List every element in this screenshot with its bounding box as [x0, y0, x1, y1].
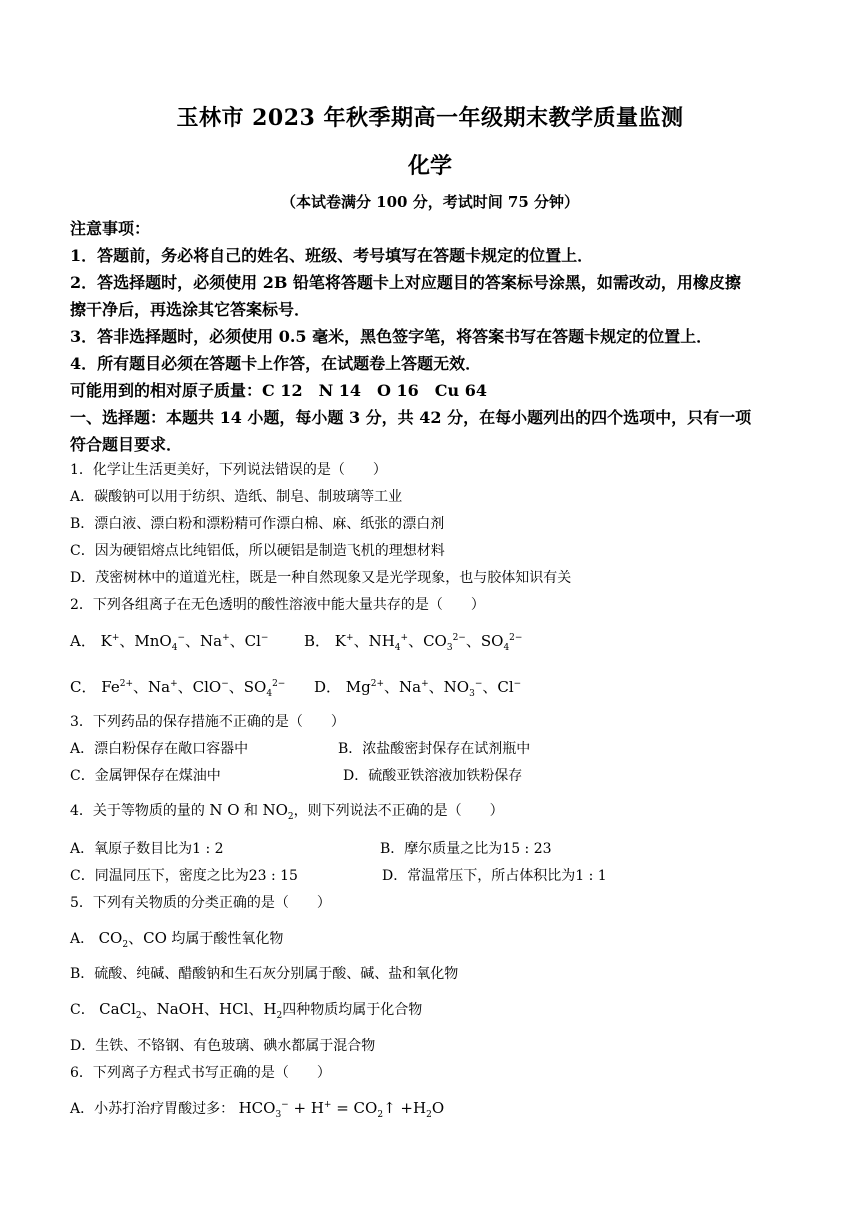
notice-item-1: 1．答题前，务必将自己的姓名、班级、考号填写在答题卡规定的位置上． [70, 246, 594, 265]
exam-info: （本试卷满分 100 分，考试时间 75 分钟） [280, 193, 580, 211]
q4-stem-mid: 和 [244, 803, 259, 819]
q4-option-d: D．常温常压下，所占体积比为1 : 1 [382, 868, 607, 884]
q2-option-d-label: D． [314, 678, 342, 696]
q4-stem [70, 800, 504, 820]
notice-item-2-cont: 擦干净后，再选涂其它答案标号． [70, 300, 311, 319]
q3-option-b: B．浓盐酸密封保存在试剂瓶中 [338, 741, 531, 757]
q2-option-a-label: A． [70, 632, 96, 650]
q1-option-c: C．因为硬铝熔点比纯铝低，所以硬铝是制造飞机的理想材料 [70, 543, 445, 559]
q1-option-d: D．茂密树林中的道道光柱，既是一种自然现象又是光学现象，也与胶体知识有关 [70, 570, 572, 586]
q4-stem-pre: 4．关于等物质的量的 [70, 803, 205, 819]
q1-option-b: B．漂白液、漂白粉和漂粉精可作漂白棉、麻、纸张的漂白剂 [70, 516, 445, 532]
q3-option-a: A．漂白粉保存在敞口容器中 [70, 741, 249, 757]
q5-c-formulas: CaCl$_2$、NaOH、HCl、$H_2$ [99, 1000, 283, 1021]
section1-heading: 一、选择题：本题共 14 小题，每小题 3 分，共 42 分，在每小题列出的四个选项中，只有一项 [70, 408, 752, 427]
q2-option-c-label: C． [70, 678, 97, 696]
q5-option-d: D．生铁、不铬钢、有色玻璃、碘水都属于混合物 [70, 1038, 376, 1054]
q5-stem: 5．下列有关物质的分类正确的是（ ） [70, 895, 331, 911]
q2-option-d: D． $Mg^{2+}$、Na+、$NO_3^-$、Cl− [314, 678, 522, 699]
q2-option-a: A． K+、MnO$_4$−、Na+、Cl− [70, 632, 269, 653]
atomic-mass-line: 可能用到的相对原子质量：C 12 N 14 O 16 Cu 64 [70, 381, 488, 400]
section1-heading-cont: 符合题目要求． [70, 435, 183, 454]
q2-option-b: B． K+、$NH_4^+$、$CO_3^{2-}$、$SO_4^{2-}$ [304, 632, 523, 653]
q4-option-b: B．摩尔质量之比为15 : 23 [380, 841, 552, 857]
q2-stem: 2．下列各组离子在无色透明的酸性溶液中能大量共存的是（ ） [70, 597, 485, 613]
q3-stem: 3．下列药品的保存措施不正确的是（ ） [70, 714, 345, 730]
notice-item-3: 3．答非选择题时，必须使用 0.5 毫米，黑色签字笔，将答案书写在答题卡规定的位置上． [70, 327, 713, 346]
q2-option-b-label: B． [304, 632, 331, 650]
q2-option-c: C． $Fe^{2+}$、Na+、ClO−、$SO_4^{2-}$ [70, 678, 286, 699]
notice-item-4: 4．所有题目必须在答题卡上作答，在试题卷上答题无效． [70, 354, 482, 373]
q4-no: N O [209, 801, 240, 819]
q1-option-a: A．碳酸钠可以用于纺织、造纸、制皂、制玻璃等工业 [70, 489, 403, 505]
q5-a-formulas: $CO_2$、CO [98, 929, 167, 950]
subject-title: 化学 [407, 153, 452, 179]
q3-option-c: C．金属钾保存在煤油中 [70, 768, 221, 784]
q1-stem: 1．化学让生活更美好，下列说法错误的是（ ） [70, 462, 387, 478]
q6-a-equation: $HCO_3^- + H^+$ = $CO_2↑ +H_2O$ [238, 1099, 445, 1120]
notice-item-2: 2．答选择题时，必须使用 2B 铅笔将答题卡上对应题目的答案标号涂黑，如需改动，用橡皮擦 [70, 273, 741, 292]
q4-stem-post: ，则下列说法不正确的是（ ） [293, 803, 504, 819]
q5-option-b: B．硫酸、纯碱、醋酸钠和生石灰分别属于酸、碱、盐和氧化物 [70, 966, 459, 982]
q6-stem: 6．下列离子方程式书写正确的是（ ） [70, 1065, 331, 1081]
q3-option-d: D．硫酸亚铁溶液加铁粉保存 [343, 768, 523, 784]
q5-option-c: C． CaCl$_2$、NaOH、HCl、$H_2$四种物质均属于化合物 [70, 1000, 423, 1021]
page-title: 玉林市 2023 年秋季期高一年级期末教学质量监测 [176, 105, 684, 131]
notice-heading: 注意事项： [70, 219, 151, 238]
q4-option-c: C．同温同压下，密度之比为23 : 15 [70, 868, 298, 884]
q5-option-a: A． $CO_2$、CO 均属于酸性氧化物 [70, 929, 284, 950]
q4-no2: $NO_2$ [262, 801, 294, 822]
q4-option-a: A．氧原子数目比为1 : 2 [70, 841, 224, 857]
q6-option-a: A．小苏打治疗胃酸过多： $HCO_3^- + H^+$ = $CO_2↑ +H_2O$ [70, 1099, 445, 1120]
